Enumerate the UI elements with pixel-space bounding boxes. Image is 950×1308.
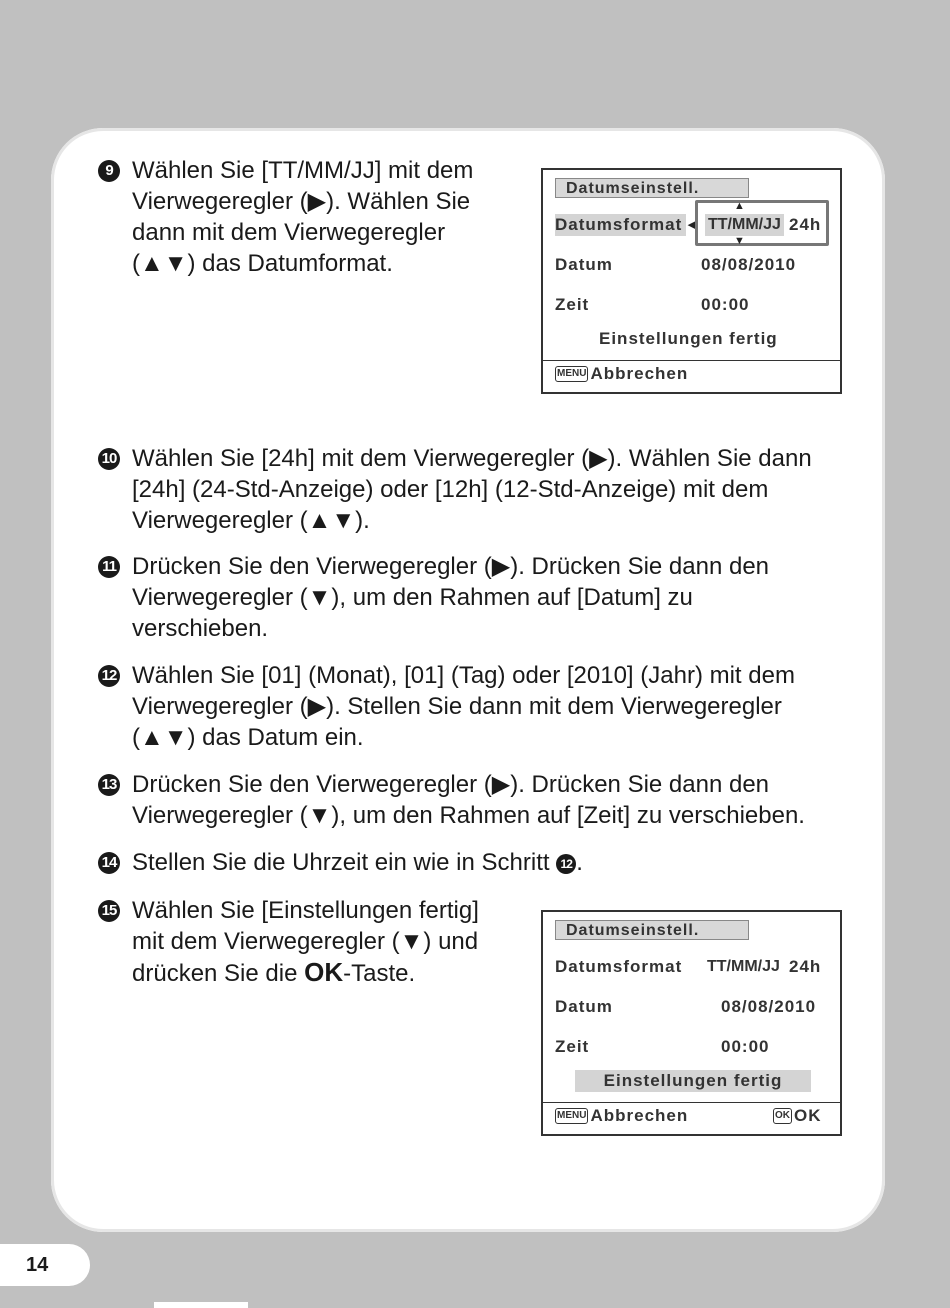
camera-screen-date-format — [541, 168, 842, 394]
screen-title: Datumseinstell. — [555, 178, 749, 198]
hour-format-value: 24h — [789, 957, 822, 976]
ok-label: OK — [794, 1106, 822, 1125]
time-value: 00:00 — [701, 295, 750, 314]
step-line: Wählen Sie [TT/MM/JJ] mit dem — [132, 157, 474, 184]
bottom-bar — [154, 1302, 248, 1308]
date-value: 08/08/2010 — [721, 997, 817, 1016]
date-value: 08/08/2010 — [701, 255, 797, 274]
time-label: Zeit — [555, 295, 590, 314]
step-number: 9 — [98, 160, 120, 182]
page-number-tab — [0, 1244, 90, 1286]
cancel-label: Abbrechen — [590, 1106, 689, 1125]
cancel-hint — [555, 363, 688, 385]
page-number: 14 — [26, 1254, 49, 1276]
cancel-label: Abbrechen — [590, 364, 689, 383]
step-line: Drücken Sie den Vierwegeregler (▶). Drücken Sie dann den — [132, 771, 770, 798]
step-text — [132, 443, 812, 536]
step-text — [132, 551, 769, 644]
ok-hint — [773, 1105, 822, 1127]
step-number: 15 — [98, 900, 120, 922]
format-label: Datumsformat — [555, 214, 686, 236]
date-label: Datum — [555, 255, 613, 274]
step-ref-badge: 12 — [556, 854, 576, 874]
down-arrow-icon: ▼ — [734, 235, 746, 247]
done-option: Einstellungen fertig — [599, 329, 778, 348]
screen-title: Datumseinstell. — [555, 920, 749, 940]
step-line: drücken Sie die — [132, 960, 305, 987]
step-line: (▲▼) das Datumformat. — [132, 250, 393, 277]
date-label: Datum — [555, 997, 613, 1016]
menu-key-icon: MENU — [555, 366, 588, 382]
step-line: Drücken Sie den Vierwegeregler (▶). Drücken Sie dann den — [132, 553, 770, 580]
divider — [543, 360, 840, 361]
step-text — [132, 660, 795, 753]
step-line: verschieben. — [132, 615, 269, 642]
step-line: Vierwegeregler (▼), um den Rahmen auf [Zeit] zu verschieben. — [132, 802, 805, 829]
up-arrow-icon: ▲ — [734, 200, 746, 212]
step-line: (▲▼) das Datum ein. — [132, 724, 364, 751]
step-text — [132, 847, 583, 878]
step-number: 14 — [98, 852, 120, 874]
left-arrow-icon: ◀ — [688, 219, 698, 231]
step-text — [132, 769, 805, 831]
step-line: dann mit dem Vierwegeregler — [132, 219, 446, 246]
step-line: Stellen Sie die Uhrzeit ein wie in Schritt — [132, 849, 550, 876]
step-line-end: . — [576, 849, 583, 876]
menu-key-icon: MENU — [555, 1108, 588, 1124]
step-number: 11 — [98, 556, 120, 578]
step-line: Wählen Sie [01] (Monat), [01] (Tag) oder [2010] (Jahr) mit dem — [132, 662, 795, 689]
step-number: 10 — [98, 448, 120, 470]
ok-button-glyph: OK — [304, 957, 344, 987]
step-number: 12 — [98, 665, 120, 687]
step-line: Vierwegeregler (▲▼). — [132, 507, 370, 534]
time-value: 00:00 — [721, 1037, 770, 1056]
step-line: Vierwegeregler (▼), um den Rahmen auf [Datum] zu — [132, 584, 693, 611]
step-line: mit dem Vierwegeregler (▼) und — [132, 928, 479, 955]
format-label: Datumsformat — [555, 957, 683, 976]
camera-screen-settings-done — [541, 910, 842, 1136]
step-text — [132, 895, 479, 988]
step-text — [132, 155, 473, 279]
hour-format-value[interactable]: 24h — [789, 215, 822, 234]
cancel-hint — [555, 1105, 688, 1127]
step-line: Wählen Sie [Einstellungen fertig] — [132, 897, 479, 924]
format-value: TT/MM/JJ — [707, 958, 780, 975]
divider — [543, 1102, 840, 1103]
time-label: Zeit — [555, 1037, 590, 1056]
step-line: Vierwegeregler (▶). Stellen Sie dann mit dem Vierwegeregler — [132, 693, 782, 720]
step-line-end: -Taste. — [343, 960, 416, 987]
step-line: Vierwegeregler (▶). Wählen Sie — [132, 188, 471, 215]
done-option[interactable]: Einstellungen fertig — [575, 1070, 811, 1092]
step-line: [24h] (24-Std-Anzeige) oder [12h] (12-Std-Anzeige) mit dem — [132, 476, 769, 503]
format-value[interactable]: TT/MM/JJ — [705, 214, 784, 236]
step-line: Wählen Sie [24h] mit dem Vierwegeregler (▶). Wählen Sie dann — [132, 445, 812, 472]
step-number: 13 — [98, 774, 120, 796]
ok-key-icon: OK — [773, 1108, 792, 1124]
